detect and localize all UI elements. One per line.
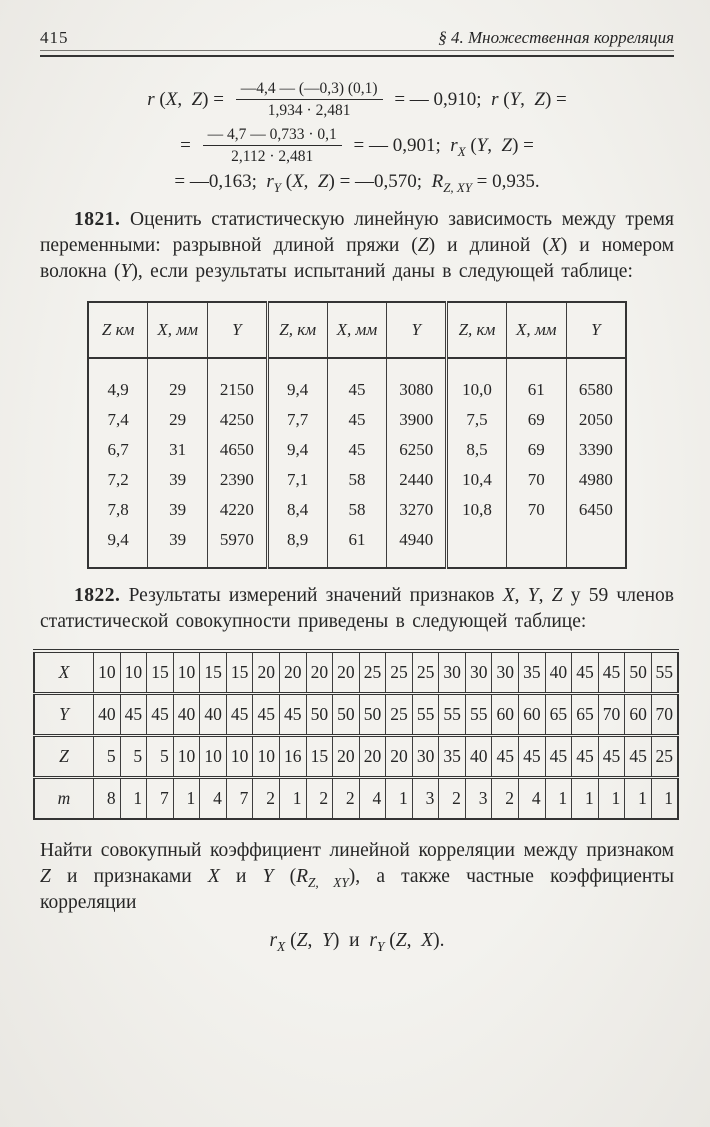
- table-cell: 4: [200, 777, 227, 819]
- table-cell: 10: [200, 735, 227, 777]
- table-cell: 15: [147, 651, 174, 694]
- row-label: X: [58, 661, 70, 682]
- table-cell: 30: [439, 651, 466, 694]
- table-cell: 60: [492, 693, 519, 735]
- column-header: Y: [208, 302, 268, 358]
- table-cell: 45: [598, 651, 625, 694]
- table-cell: 30: [465, 651, 492, 694]
- table-cell: 15: [226, 651, 253, 694]
- table-cell: 40: [94, 693, 121, 735]
- table-cell: 9,4: [267, 435, 327, 465]
- formula-rhs: = — 0,901; $r_X$ (Y, Z) =: [348, 134, 534, 159]
- table-cell: 8,9: [267, 525, 327, 568]
- table-cell: 4220: [208, 495, 268, 525]
- table-cell: 50: [359, 693, 386, 735]
- table-cell: 65: [572, 693, 599, 735]
- problem-1822-task: [40, 838, 674, 916]
- task-text: Найти совокупный коэффициент линейной корреляции между признаком Z и признаками X и Y $(R_{Z, XY})$, а также частные коэффициенты корреляции: [40, 839, 674, 913]
- table-row-x: [34, 651, 678, 694]
- table-cell: 70: [506, 465, 566, 495]
- table-cell: 15: [200, 651, 227, 694]
- problem-1821-statement: [40, 207, 674, 285]
- table-cell: 7,2: [107, 469, 129, 489]
- column-header: Y: [566, 302, 626, 358]
- table-cell: 7,4: [107, 409, 129, 429]
- formula-line-2: [40, 125, 674, 167]
- fraction: [236, 79, 383, 121]
- table-cell: 70: [651, 693, 678, 735]
- table-cell: 4650: [208, 435, 268, 465]
- table-cell: 3900: [387, 405, 447, 435]
- table-cell: 7,8: [107, 499, 129, 519]
- header-rule: [40, 50, 674, 57]
- table-cell: 61: [327, 525, 387, 568]
- table-cell: 58: [327, 465, 387, 495]
- column-header: X, мм: [327, 302, 387, 358]
- table-cell: [506, 525, 566, 568]
- table-cell: 45: [147, 693, 174, 735]
- problem-number: 1821.: [74, 208, 121, 230]
- table-cell: 25: [412, 651, 439, 694]
- problem-text: Оценить статистическую линейную зависимость между тремя переменными: разрывной длиной пряжи (Z) и длиной (X) и номером волокна (Y), если результаты испытаний даны в следующей таблице:: [40, 208, 674, 282]
- table-cell: 10: [120, 651, 147, 694]
- table-cell: 45: [327, 358, 387, 405]
- table-cell: 9,4: [267, 358, 327, 405]
- table-cell: 1: [598, 777, 625, 819]
- section-title: § 4. Множественная корреляция: [438, 28, 674, 47]
- problem-number: 1822.: [74, 584, 121, 606]
- table-cell: 4: [359, 777, 386, 819]
- column-header: X, мм: [148, 302, 208, 358]
- table-cell: 70: [598, 693, 625, 735]
- table-cell: 45: [226, 693, 253, 735]
- table-cell: 7,1: [267, 465, 327, 495]
- table-cell: 20: [333, 735, 360, 777]
- row-label: Y: [59, 703, 69, 724]
- table-cell: 45: [120, 693, 147, 735]
- table-cell: 45: [492, 735, 519, 777]
- page-number: 415: [40, 28, 69, 47]
- table-cell: 10,4: [447, 465, 507, 495]
- table-cell: 45: [519, 735, 546, 777]
- table-cell: 20: [306, 651, 333, 694]
- table-cell: 50: [333, 693, 360, 735]
- table-row: [88, 465, 626, 495]
- table-row: [88, 358, 626, 405]
- table-cell: 40: [545, 651, 572, 694]
- table-cell: 3270: [387, 495, 447, 525]
- problem-1822-statement: [40, 583, 674, 635]
- formula-text: = —0,163; $r_Y$ (X, Z) = —0,570; $R_{Z, XY} = 0,935$.: [174, 170, 540, 195]
- table-cell: 40: [173, 693, 200, 735]
- table-row-m: [34, 777, 678, 819]
- table-cell: 10,0: [447, 358, 507, 405]
- table-cell: 10: [173, 651, 200, 694]
- table-cell: 20: [333, 651, 360, 694]
- table-cell: 2: [439, 777, 466, 819]
- table-row: [88, 525, 626, 568]
- table-cell: 25: [386, 693, 413, 735]
- table-row: [88, 435, 626, 465]
- table-cell: 45: [598, 735, 625, 777]
- table-cell: 2150: [208, 358, 268, 405]
- table-cell: 58: [327, 495, 387, 525]
- table-cell: 2: [253, 777, 280, 819]
- table-cell: 55: [412, 693, 439, 735]
- table-cell: 1: [651, 777, 678, 819]
- table-cell: 2: [306, 777, 333, 819]
- table-cell: 1: [545, 777, 572, 819]
- table-cell: 60: [625, 693, 652, 735]
- target-correlation-formula: [40, 930, 674, 952]
- table-cell: 3: [412, 777, 439, 819]
- table-cell: 55: [465, 693, 492, 735]
- table-cell: 45: [545, 735, 572, 777]
- table-cell: 35: [519, 651, 546, 694]
- table-1821-body: [88, 358, 626, 568]
- table-cell: 29: [148, 405, 208, 435]
- page-header: [40, 28, 674, 48]
- table-cell: 8: [94, 777, 121, 819]
- fraction-numerator: — 4,7 — 0,733 · 0,1: [203, 125, 342, 146]
- table-cell: 39: [148, 525, 208, 568]
- table-cell: 45: [572, 735, 599, 777]
- table-cell: 6,7: [107, 439, 129, 459]
- table-cell: 65: [545, 693, 572, 735]
- fraction-denominator: 2,112 · 2,481: [231, 148, 314, 166]
- table-cell: 4,9: [107, 379, 129, 399]
- table-cell: 2050: [566, 405, 626, 435]
- table-cell: 15: [306, 735, 333, 777]
- column-header: X, мм: [506, 302, 566, 358]
- table-cell: 7: [147, 777, 174, 819]
- table-cell: 3080: [387, 358, 447, 405]
- table-cell: 31: [148, 435, 208, 465]
- row-label: Z: [59, 745, 69, 766]
- table-cell: 16: [279, 735, 306, 777]
- table-cell: 1: [625, 777, 652, 819]
- formula-line-1: [40, 79, 674, 121]
- table-cell: 20: [359, 735, 386, 777]
- table-cell: 5: [94, 735, 121, 777]
- table-cell: 45: [572, 651, 599, 694]
- table-cell: 7,7: [267, 405, 327, 435]
- table-cell: 4250: [208, 405, 268, 435]
- table-cell: 2: [492, 777, 519, 819]
- table-cell: 40: [200, 693, 227, 735]
- problem-text: Результаты измерений значений признаков X, Y, Z у 59 членов статистической совокупности приведены в следующей таблице:: [40, 584, 675, 632]
- table-cell: 1: [386, 777, 413, 819]
- table-row-z: [34, 735, 678, 777]
- formula-lhs: =: [180, 134, 196, 156]
- table-cell: 9,4: [107, 529, 129, 549]
- table-cell: 55: [651, 651, 678, 694]
- table-row-y: [34, 693, 678, 735]
- table-cell: 3: [465, 777, 492, 819]
- table-cell: 45: [625, 735, 652, 777]
- table-cell: 69: [506, 435, 566, 465]
- table-cell: [447, 525, 507, 568]
- table-cell: 10: [173, 735, 200, 777]
- table-cell: 39: [148, 465, 208, 495]
- table-cell: 50: [625, 651, 652, 694]
- formula-text: $r_X$ (Z, Y) и $r_Y$ (Z, X).: [269, 929, 445, 954]
- table-cell: 70: [506, 495, 566, 525]
- table-cell: 10: [253, 735, 280, 777]
- table-cell: 25: [386, 651, 413, 694]
- table-cell: 1: [279, 777, 306, 819]
- table-cell: 60: [519, 693, 546, 735]
- fraction: [203, 125, 342, 167]
- table-1821: [87, 301, 627, 569]
- table-cell: 39: [148, 495, 208, 525]
- table-row: [88, 495, 626, 525]
- solution-formula-block: [40, 79, 674, 193]
- table-cell: 45: [253, 693, 280, 735]
- table-cell: 5970: [208, 525, 268, 568]
- table-cell: 7,5: [447, 405, 507, 435]
- formula-rhs: = — 0,910; r (Y, Z) =: [389, 88, 567, 110]
- table-cell: 1: [120, 777, 147, 819]
- table-cell: 10: [226, 735, 253, 777]
- table-cell: 3390: [566, 435, 626, 465]
- fraction-numerator: —4,4 — (—0,3) (0,1): [236, 79, 383, 100]
- table-cell: 45: [279, 693, 306, 735]
- column-header: Y: [387, 302, 447, 358]
- table-cell: 4980: [566, 465, 626, 495]
- table-cell: 30: [412, 735, 439, 777]
- table-cell: 20: [386, 735, 413, 777]
- formula-lhs: r (X, Z) =: [147, 88, 229, 110]
- table-cell: 45: [327, 435, 387, 465]
- table-1821-header: [88, 302, 626, 358]
- table-cell: 10: [94, 651, 121, 694]
- column-header: Z км: [88, 302, 148, 358]
- table-cell: 8,5: [447, 435, 507, 465]
- table-cell: 8,4: [267, 495, 327, 525]
- table-cell: 25: [651, 735, 678, 777]
- table-cell: 6250: [387, 435, 447, 465]
- table-cell: 5: [120, 735, 147, 777]
- table-cell: 30: [492, 651, 519, 694]
- table-cell: 29: [148, 358, 208, 405]
- table-cell: 20: [253, 651, 280, 694]
- table-cell: 1: [173, 777, 200, 819]
- fraction-denominator: 1,934 · 2,481: [267, 102, 351, 120]
- column-header: Z, км: [447, 302, 507, 358]
- table-cell: 2440: [387, 465, 447, 495]
- table-1822-body: [34, 651, 678, 819]
- table-cell: 10,8: [447, 495, 507, 525]
- table-cell: 25: [359, 651, 386, 694]
- table-cell: 1: [572, 777, 599, 819]
- column-header: Z, км: [267, 302, 327, 358]
- table-cell: 2390: [208, 465, 268, 495]
- table-cell: 7: [226, 777, 253, 819]
- table-cell: 50: [306, 693, 333, 735]
- table-1822: [33, 649, 679, 820]
- table-cell: 61: [506, 358, 566, 405]
- header-row: [88, 302, 626, 358]
- table-row: [88, 405, 626, 435]
- table-cell: 40: [465, 735, 492, 777]
- table-cell: 35: [439, 735, 466, 777]
- table-cell: 2: [333, 777, 360, 819]
- table-cell: [566, 525, 626, 568]
- table-cell: 4940: [387, 525, 447, 568]
- table-cell: 5: [147, 735, 174, 777]
- table-cell: 20: [279, 651, 306, 694]
- formula-line-3: [40, 171, 674, 193]
- table-cell: 6450: [566, 495, 626, 525]
- row-label: m: [57, 787, 71, 808]
- table-cell: 4: [519, 777, 546, 819]
- table-cell: 69: [506, 405, 566, 435]
- table-cell: 45: [327, 405, 387, 435]
- table-cell: 55: [439, 693, 466, 735]
- table-cell: 6580: [566, 358, 626, 405]
